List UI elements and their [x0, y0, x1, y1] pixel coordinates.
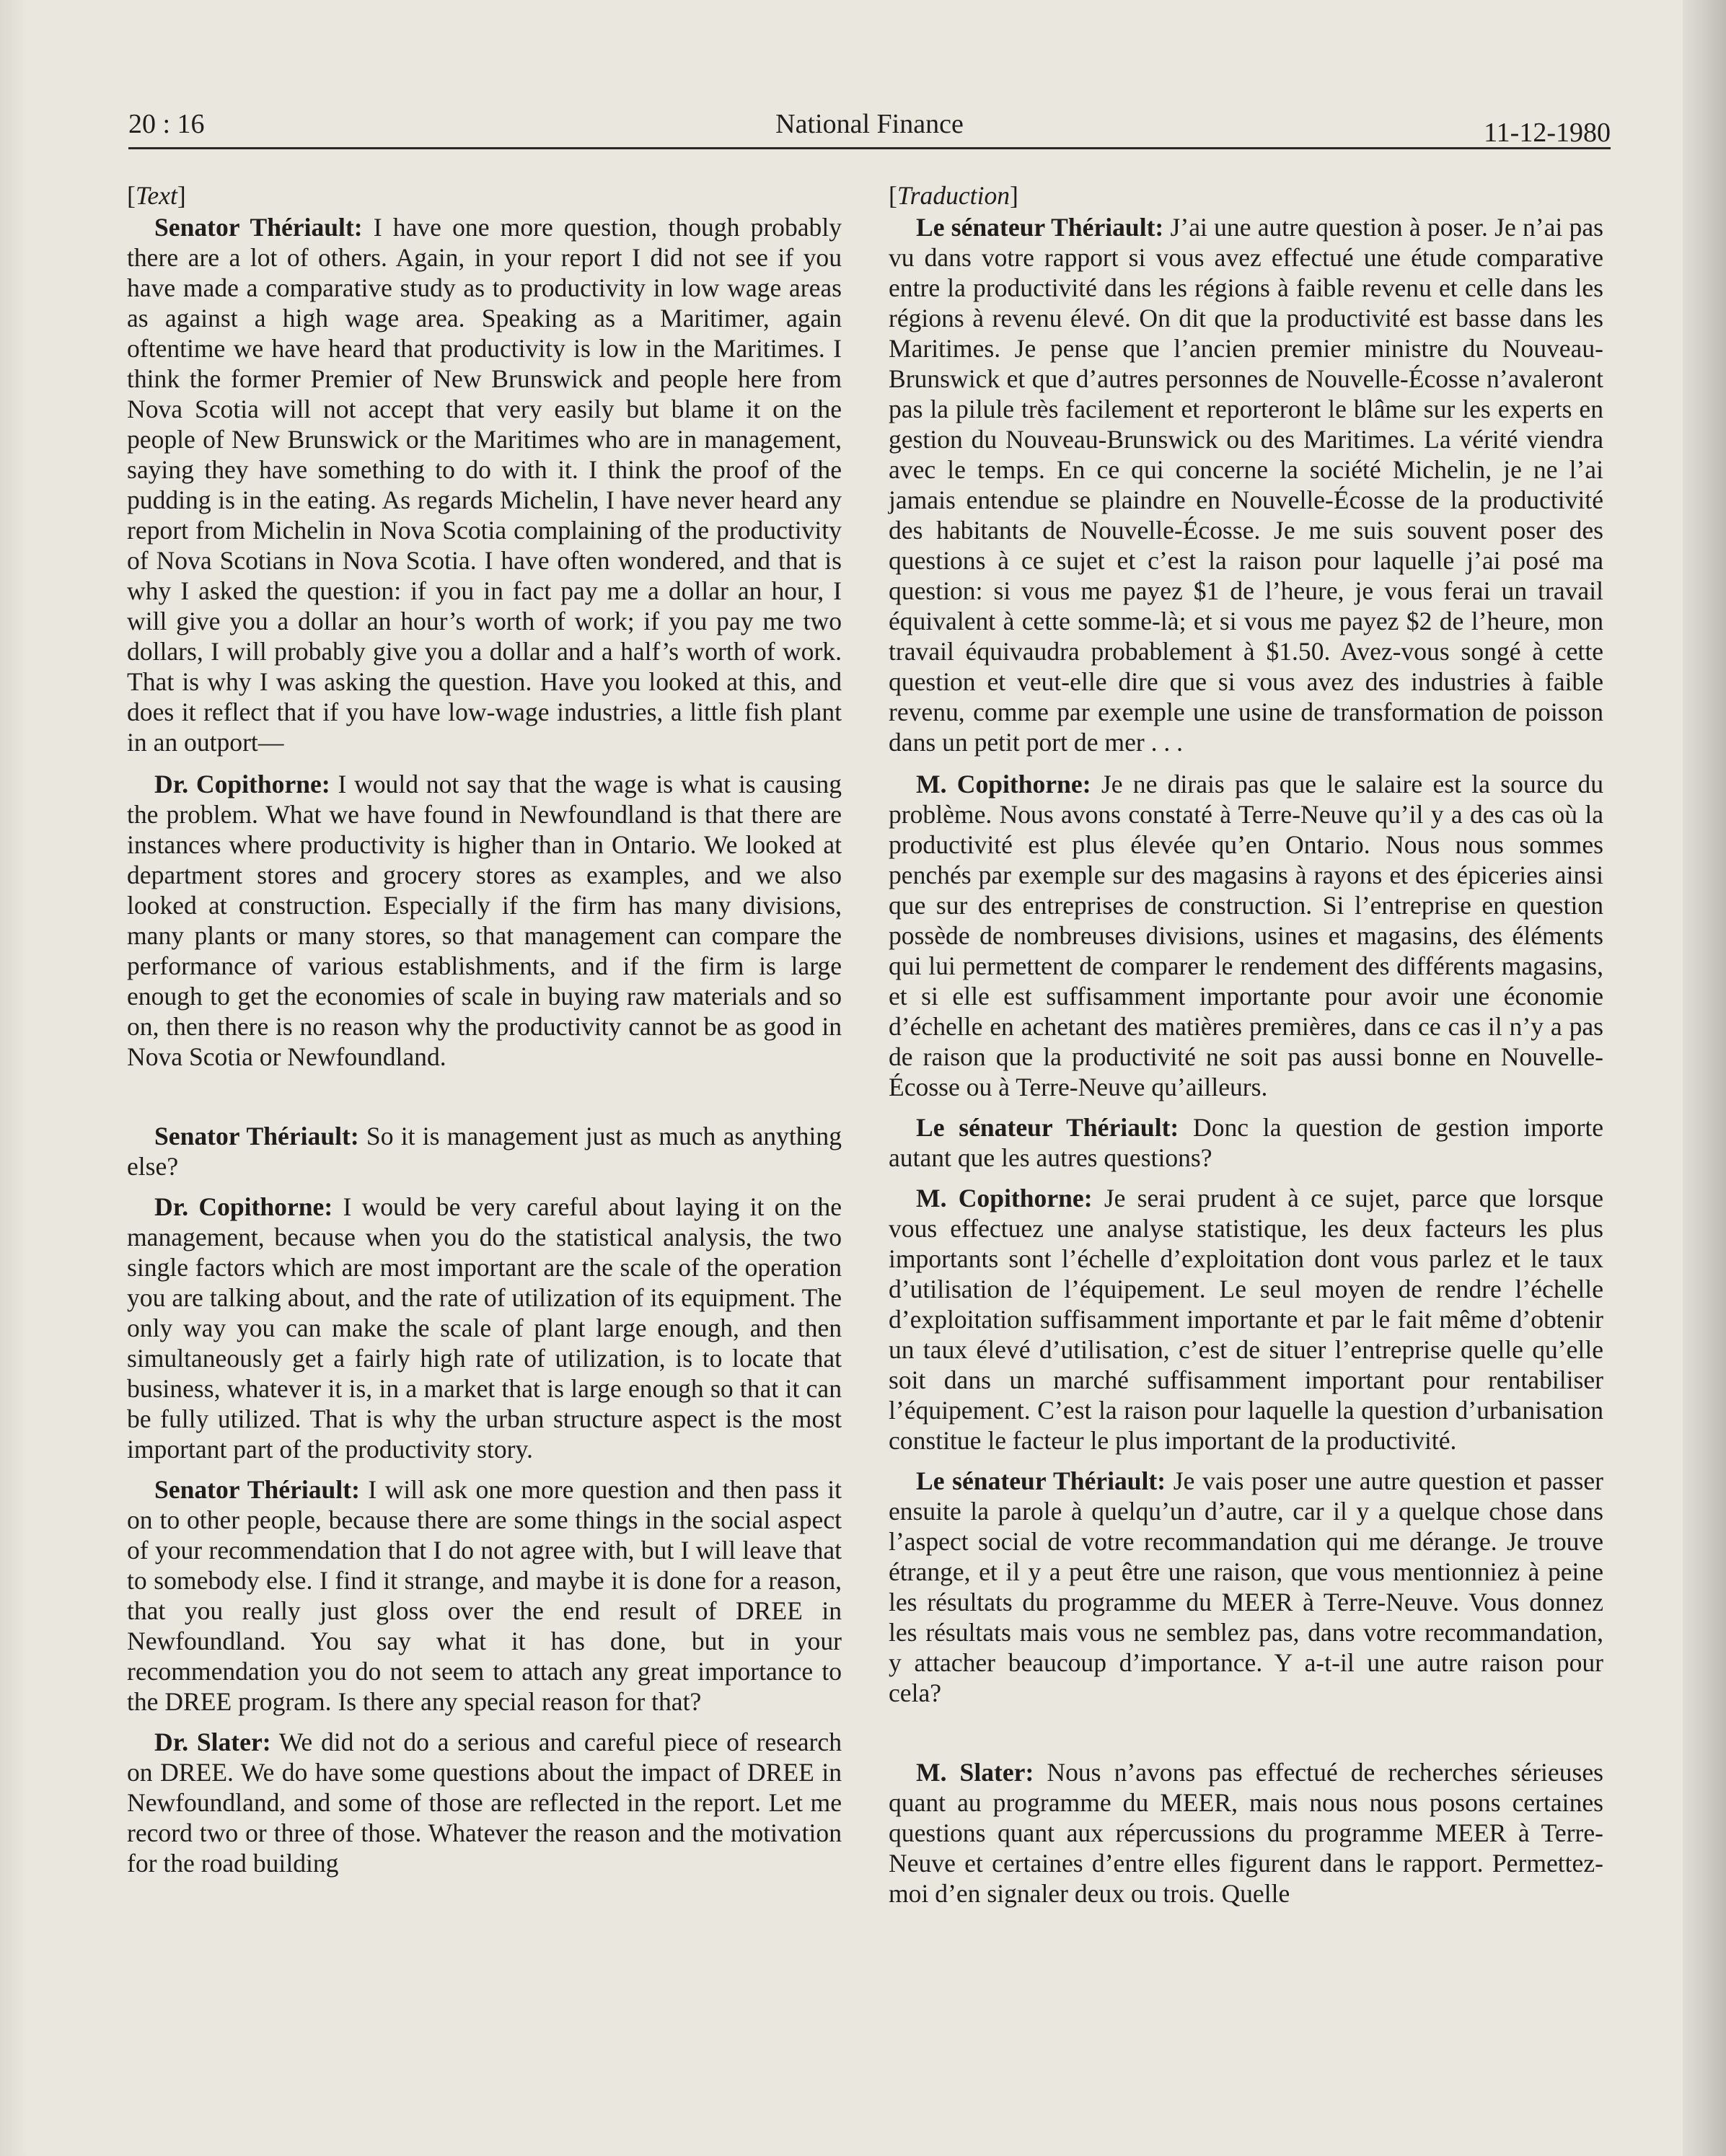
language-tag-label: Traduction: [897, 181, 1010, 210]
speech-paragraph: [889, 1183, 1603, 1456]
page-reference: 20 : 16: [128, 109, 205, 139]
speaker-name: Senator Thériault:: [154, 1475, 360, 1504]
speech-text: Je vais poser une autre question et passer ensuite la parole à quelqu’un d’autre, car il y a quelque chose dans l’aspect social de votre recommandation qui me dérange. Je trouve étrange, et il y a peut être une raison, que vous mentionniez à peine les résultats du programme du MEER à Terre-Neuve. Vous donnez les résultats mais vous ne semblez pas, dans votre recommandation, y attacher beaucoup d’importance. Y a-t-il une autre raison pour cela?: [889, 1466, 1603, 1707]
speech-text: Nous n’avons pas effectué de recherches sérieuses quant au programme du MEER, mais nous nous posons certaines questions quant aux répercussions du programme MEER à Terre-Neuve et certaines d’entre elles figurent dans le rapport. Permettez-moi d’en signaler deux ou trois. Quelle: [889, 1758, 1603, 1908]
speaker-name: M. Slater:: [916, 1758, 1034, 1787]
speech-paragraph: [889, 769, 1603, 1102]
speaker-name: Dr. Copithorne:: [154, 770, 330, 798]
speaker-name: Senator Thériault:: [154, 1122, 359, 1150]
speech-text: Donc la question de gestion importe autant que les autres questions?: [889, 1113, 1603, 1172]
speaker-name: M. Copithorne:: [916, 1184, 1093, 1213]
french-column: [889, 180, 1603, 1909]
language-tag: [Traduction]: [889, 181, 1018, 210]
speech-paragraph: [127, 1121, 842, 1182]
header-rule: [128, 147, 1611, 149]
speaker-name: Dr. Slater:: [154, 1728, 271, 1756]
speaker-name: Le sénateur Thériault:: [916, 1466, 1166, 1495]
english-column: [127, 180, 842, 1878]
speaker-name: Senator Thériault:: [154, 213, 363, 242]
issue-date: 11-12-1980: [1484, 118, 1611, 148]
speech-paragraph: [127, 212, 842, 757]
speech-text: I will ask one more question and then pass it on to other people, because there are some things in the social aspect of your recommendation that I do not agree with, but I will leave that to somebody else. I find it strange, and maybe it is done for a reason, that you really just gloss over the end result of DREE in Newfoundland. You say what it has done, but in your recommendation you do not seem to attach any great importance to the DREE program. Is there any special reason for that?: [127, 1475, 842, 1716]
speech-paragraph: [127, 1727, 842, 1878]
speaker-name: Le sénateur Thériault:: [916, 1113, 1179, 1142]
page-left-shadow: [0, 0, 29, 2156]
speech-paragraph: [127, 1474, 842, 1717]
speech-text: So it is management just as much as anything else?: [127, 1122, 842, 1181]
page-edge-shadow: [1683, 0, 1726, 2156]
speaker-name: Dr. Copithorne:: [154, 1192, 333, 1221]
speaker-name: Le sénateur Thériault:: [916, 213, 1164, 242]
speaker-name: M. Copithorne:: [916, 770, 1091, 798]
speech-paragraph: [127, 769, 842, 1072]
speech-text: Je ne dirais pas que le salaire est la source du problème. Nous avons constaté à Terre-Neuve qu’il y a des cas où la productivité est plus élevée qu’en Ontario. Nous nous sommes penchés par exemple sur des magasins à rayons et des épiceries ainsi que sur des entreprises de construction. Si l’entreprise en question possède de nombreuses divisions, usines et magasins, des éléments qui lui permettent de comparer le rendement des différents magasins, et si elle est suffisamment importante pour avoir une économie d’échelle en achetant des matières premières, dans ce cas il n’y a pas de raison que la productivité ne soit pas aussi bonne en Nouvelle-Écosse ou à Terre-Neuve qu’ailleurs.: [889, 770, 1603, 1101]
language-tag-label: Text: [135, 181, 177, 210]
speech-paragraph: [889, 1112, 1603, 1173]
speech-paragraph: [889, 212, 1603, 757]
speech-text: I would not say that the wage is what is causing the problem. What we have found in Newfoundland is that there are instances where productivity is higher than in Ontario. We looked at department stores and grocery stores as examples, and we also looked at construction. Especially if the firm has many divisions, many plants or many stores, so that management can compare the performance of various establishments, and if the firm is large enough to get the economies of scale in buying raw materials and so on, then there is no reason why the productivity cannot be as good in Nova Scotia or Newfoundland.: [127, 770, 842, 1071]
speech-text: Je serai prudent à ce sujet, parce que lorsque vous effectuez une analyse statistique, les deux facteurs les plus importants sont l’échelle d’exploitation dont vous parlez et le taux d’utilisation de l’équipement. Le seul moyen de rendre l’échelle d’exploitation suffisamment importante et par le fait même d’obtenir un taux élevé d’utilisation, c’est de situer l’entreprise quelle qu’elle soit dans un marché suffisamment important pour rentabiliser l’équipement. C’est la raison pour laquelle la question d’urbanisation constitue le facteur le plus important de la productivité.: [889, 1184, 1604, 1455]
speech-text: We did not do a serious and careful piece of research on DREE. We do have some questions about the impact of DREE in Newfoundland, and some of those are reflected in the report. Let me record two or three of those. Whatever the reason and the motivation for the road building: [127, 1728, 842, 1878]
speech-paragraph: [127, 1192, 842, 1464]
language-tag: [Text]: [127, 181, 186, 210]
publication-title: National Finance: [775, 109, 964, 139]
running-header: [128, 108, 1611, 150]
speech-text: I have one more question, though probably there are a lot of others. Again, in your report I did not see if you have made a comparative study as to productivity in low wage areas as against a high wage area. Speaking as a Maritimer, again oftentime we have heard that productivity is low in the Maritimes. I think the former Premier of New Brunswick and people here from Nova Scotia will not accept that very easily but blame it on the people of New Brunswick or the Maritimes who are in management, saying they have something to do with it. I think the proof of the pudding is in the eating. As regards Michelin, I have never heard any report from Michelin in Nova Scotia complaining of the productivity of Nova Scotians in Nova Scotia. I have often wondered, and that is why I asked the question: if you in fact pay me a dollar an hour, I will give you a dollar an hour’s worth of work; if you pay me two dollars, I will probably give you a dollar and a half’s worth of work. That is why I was asking the question. Have you looked at this, and does it reflect that if you have low-wage industries, a little fish plant in an outport—: [127, 213, 842, 757]
speech-text: I would be very careful about laying it on the management, because when you do the statistical analysis, the two single factors which are most important are the scale of the operation you are talking about, and the rate of utilization of its equipment. The only way you can make the scale of plant large enough, and then simultaneously get a fairly high rate of utilization, is to locate that business, whatever it is, in a market that is large enough so that it can be fully utilized. That is why the urban structure aspect is the most important part of the productivity story.: [127, 1192, 842, 1464]
speech-text: J’ai une autre question à poser. Je n’ai pas vu dans votre rapport si vous avez effectué une étude comparative entre la productivité dans les régions à faible revenu et celle dans les régions à revenu élevé. On dit que la productivité est basse dans les Maritimes. Je pense que l’ancien premier ministre du Nouveau-Brunswick et que d’autres personnes de Nouvelle-Écosse n’avaleront pas la pilule très facilement et reporteront le blâme sur les experts en gestion du Nouveau-Brunswick ou des Maritimes. La vérité viendra avec le temps. En ce qui concerne la société Michelin, je ne l’ai jamais entendue se plaindre en Nouvelle-Écosse de la productivité des habitants de Nouvelle-Écosse. Je me suis souvent poser des questions à ce sujet et c’est la raison pour laquelle j’ai posé ma question: si vous me payez $1 de l’heure, je vous ferai un travail équivalent à cette somme-là; et si vous me payez $2 de l’heure, mon travail équivaudra probablement à $1.50. Avez-vous songé à cette question et veut-elle dire que si vous avez des industries à faible revenu, comme par exemple une usine de transformation de poisson dans un petit port de mer . . .: [889, 213, 1603, 757]
speech-paragraph: [889, 1466, 1603, 1708]
speech-paragraph: [889, 1757, 1603, 1909]
